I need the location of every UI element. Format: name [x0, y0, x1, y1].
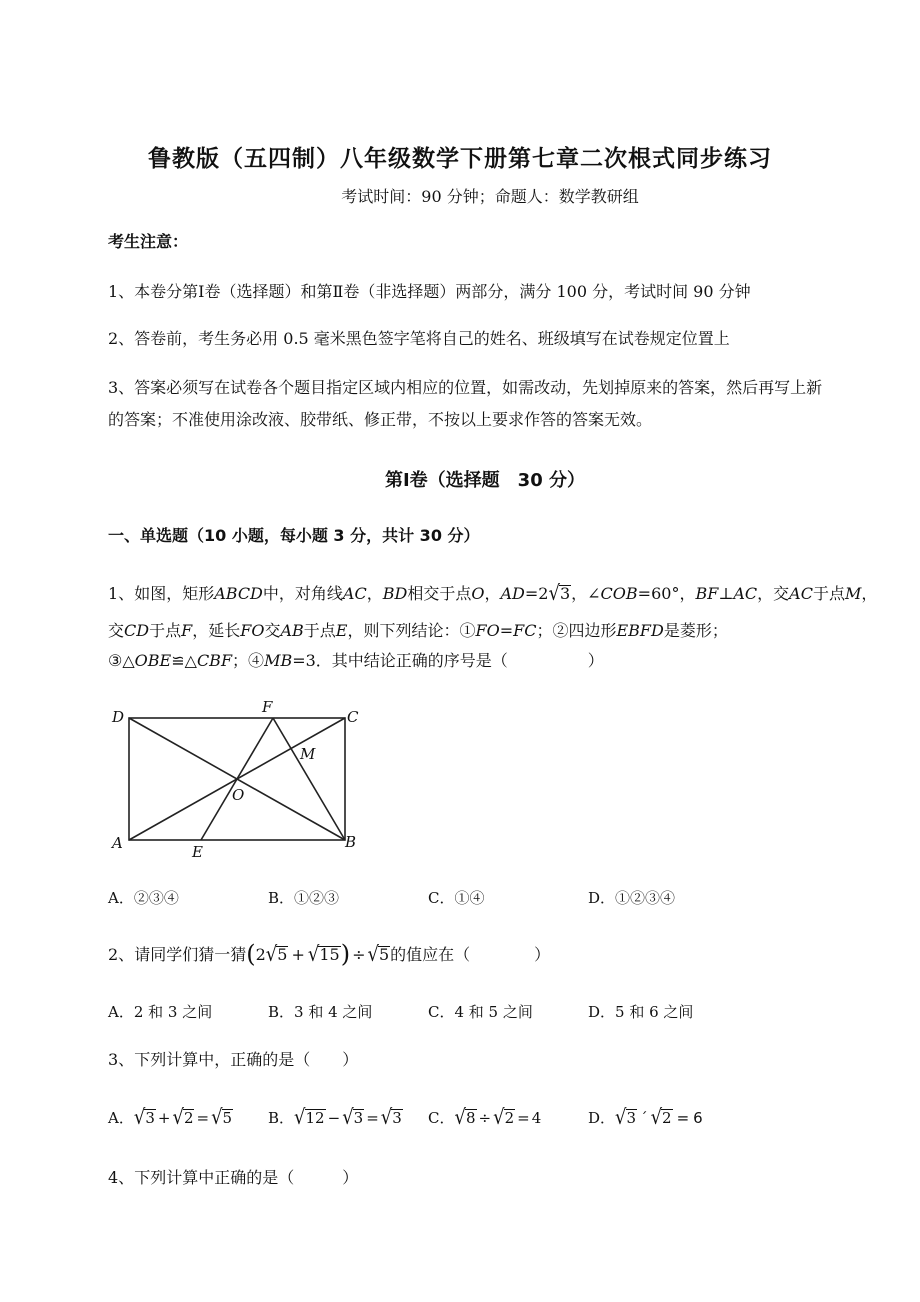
radical-icon: √	[211, 1105, 223, 1130]
radical-icon: √	[294, 1105, 306, 1130]
q3-option-a[interactable]: A．√3 + √2 = √5	[108, 1105, 233, 1130]
radical-icon: √	[615, 1105, 627, 1130]
q3-option-b[interactable]: B．√12 − √3 = √3	[268, 1105, 402, 1130]
question-1-line-3: ③△OBE≌△CBF；④MB=3．其中结论正确的序号是（ ）	[108, 651, 604, 670]
section-title: 第Ⅰ卷（选择题 30 分）	[384, 470, 585, 491]
label-m: M	[300, 745, 316, 763]
q3-option-c[interactable]: C．√8 ÷ √2 = 4	[428, 1105, 542, 1130]
question-4: 4、下列计算中正确的是（ ）	[108, 1168, 359, 1187]
radical-icon: √	[342, 1105, 354, 1130]
rectangle-figure	[100, 690, 380, 865]
segment-ef	[201, 718, 273, 840]
part-title: 一、单选题（10 小题，每小题 3 分，共计 30 分）	[108, 526, 480, 545]
radical-icon: √	[380, 1105, 393, 1130]
radical-icon: √	[548, 581, 560, 606]
question-3: 3、下列计算中，正确的是（ ）	[108, 1050, 359, 1069]
radical-icon: √	[265, 942, 278, 967]
q1-option-b[interactable]: B．①②③	[268, 889, 340, 907]
q2-option-b[interactable]: B．3 和 4 之间	[268, 1003, 373, 1021]
question-1-line-1: 1、如图，矩形ABCD中，对角线AC，BD相交于点O，AD=2√3，∠COB=60°，BF⊥AC，交AC于点M，	[108, 581, 878, 606]
page-subtitle: 考试时间：90 分钟；命题人：数学教研组	[341, 187, 639, 206]
label-a: A	[112, 834, 123, 852]
radical-icon: √	[133, 1105, 146, 1130]
label-o: O	[232, 786, 245, 804]
question-number: 2、	[108, 945, 135, 964]
question-2: 2、请同学们猜一猜(2√5 + √15) ÷ √5的值应在（ ）	[108, 940, 551, 968]
label-d: D	[112, 708, 125, 726]
notice-heading: 考生注意：	[108, 232, 189, 251]
notice-item-1: 1、本卷分第Ⅰ卷（选择题）和第Ⅱ卷（非选择题）两部分，满分 100 分，考试时间 90 分钟	[108, 282, 751, 301]
label-f: F	[262, 698, 273, 716]
radical-icon: √	[307, 942, 320, 967]
radical-icon: √	[367, 942, 379, 967]
notice-item-3-cont: 的答案；不准使用涂改液、胶带纸、修正带，不按以上要求作答的答案无效。	[108, 410, 653, 429]
segment-bf	[273, 718, 345, 840]
notice-item-3: 3、答案必须写在试卷各个题目指定区域内相应的位置，如需改动，先划掉原来的答案，然后再写上新	[108, 378, 823, 397]
notice-item-2: 2、答卷前，考生务必用 0.5 毫米黑色签字笔将自己的姓名、班级填写在试卷规定位置上	[108, 329, 730, 348]
radical-icon: √	[172, 1105, 184, 1130]
question-number: 3、	[108, 1050, 135, 1069]
q1-option-a[interactable]: A．②③④	[108, 889, 179, 907]
label-c: C	[347, 708, 359, 726]
radical-icon: √	[454, 1105, 466, 1130]
page-title: 鲁教版（五四制）八年级数学下册第七章二次根式同步练习	[148, 146, 772, 172]
question-1-line-2: 交CD于点F，延长FO交AB于点E，则下列结论：①FO=FC；②四边形EBFD是菱形；	[108, 621, 728, 640]
radical-icon: √	[650, 1105, 663, 1130]
q1-option-d[interactable]: D．①②③④	[588, 889, 676, 907]
question-number: 1、	[108, 584, 135, 603]
label-e: E	[192, 843, 203, 861]
q1-option-c[interactable]: C．①④	[428, 889, 485, 907]
q2-option-d[interactable]: D．5 和 6 之间	[588, 1003, 694, 1021]
q2-option-a[interactable]: A．2 和 3 之间	[108, 1003, 213, 1021]
question-number: 4、	[108, 1168, 135, 1187]
q2-option-c[interactable]: C．4 和 5 之间	[428, 1003, 533, 1021]
label-b: B	[345, 833, 357, 851]
q3-option-d[interactable]: D．√3 ´ √2 = 6	[588, 1105, 703, 1130]
radical-icon: √	[493, 1105, 505, 1130]
